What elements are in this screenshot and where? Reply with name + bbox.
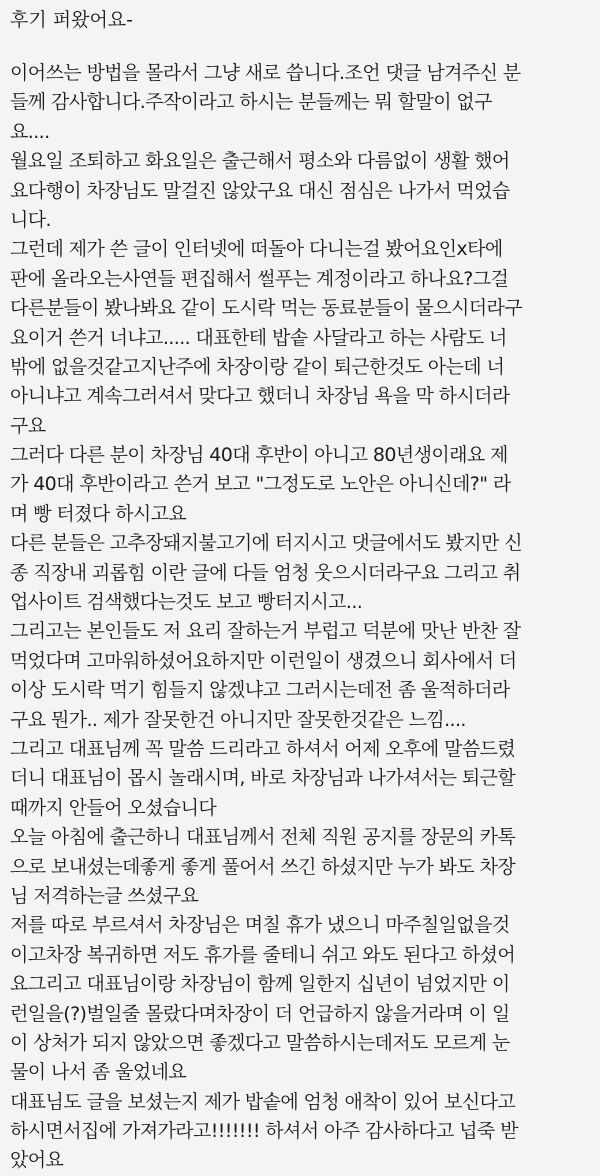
post-title: 후기 퍼왔어요-	[10, 9, 134, 31]
body-line: 판에 올라오는사연들 편집해서 썰푸는 계정이라고 하나요?그걸	[10, 267, 509, 290]
body-line: 밖에 없을것같고지난주에 차장이랑 같이 퇴근한것도 아는데 너	[10, 355, 505, 378]
body-line: 들께 감사합니다.주작이라고 하시는 분들께는 뭐 할말이 없구	[10, 91, 492, 114]
body-line: 그리고 대표님께 꼭 말씀 드리라고 하셔서 어제 오후에 말씀드렸	[10, 737, 516, 760]
body-line: 으로 보내셨는데좋게 좋게 풀어서 쓰긴 하셨지만 누가 봐도 차장	[10, 855, 516, 878]
body-line: 가 40대 후반이라고 쓴거 보고 "그정도로 노안은 아니신데?" 라	[10, 473, 511, 496]
body-line: 구요	[10, 414, 46, 437]
body-line: 업사이트 검색했다는것도 보고 빵터지시고...	[10, 591, 363, 614]
body-line: 님 저격하는글 쓰셨구요	[10, 884, 199, 907]
body-line: 이고차장 복귀하면 저도 휴가를 줄테니 쉬고 와도 된다고 하셨어	[10, 943, 516, 966]
body-line: 그리고는 본인들도 저 요리 잘하는거 부럽고 덕분에 맛난 반찬 잘	[10, 620, 521, 643]
body-line: 이상 도시락 먹기 힘들지 않겠냐고 그러시는데전 좀 울적하더라	[10, 679, 510, 702]
body-line: 이 상처가 되지 않았으면 좋겠다고 말씀하시는데저도 모르게 눈	[10, 1031, 510, 1054]
body-line: 이어쓰는 방법을 몰라서 그냥 새로 씁니다.조언 댓글 남겨주신 분	[10, 62, 521, 84]
body-line: 먹었다며 고마워하셨어요하지만 이런일이 생겼으니 회사에서 더	[10, 649, 517, 672]
body-line: 더니 대표님이 몹시 놀래시며, 바로 차장님과 나가셔서는 퇴근할	[10, 767, 516, 790]
body-line: 대표님도 글을 보셨는지 제가 밥솥에 엄청 애착이 있어 보신다고	[10, 1090, 516, 1113]
body-line: 다른 분들은 고추장돼지불고기에 터지시고 댓글에서도 봤지만 신	[10, 532, 522, 555]
body-line: 니다.	[10, 208, 51, 231]
body-line: 아니냐고 계속그러셔서 맞다고 했더니 차장님 욕을 막 하시더라	[10, 385, 510, 408]
body-line: 며 빵 터졌다 하시고요	[10, 502, 187, 525]
body-line: 다른분들이 봤나봐요 같이 도시락 먹는 동료분들이 물으시더라구	[10, 297, 522, 320]
body-line: 월요일 조퇴하고 화요일은 출근해서 평소와 다름없이 생활 했어	[10, 150, 510, 173]
post-body	[10, 59, 590, 1176]
body-line: 요그리고 대표님이랑 차장님이 함께 일한지 십년이 넘었지만 이	[10, 973, 510, 996]
body-line: 요다행이 차장님도 말걸진 않았구요 대신 점심은 나가서 먹었습	[10, 179, 510, 202]
body-line: 요이거 쓴거 너냐고..... 대표한테 밥솥 사달라고 하는 사람도 너	[10, 326, 507, 349]
title-spacer	[10, 35, 590, 59]
body-line: 구요 뭔가.. 제가 잘못한건 아니지만 잘못한것같은 느낌....	[10, 708, 466, 731]
body-line: 그러다 다른 분이 차장님 40대 후반이 아니고 80년생이래요 제	[10, 444, 508, 467]
body-line: 런일을(?)벌일줄 몰랐다며차장이 더 언급하지 않을거라며 이 일	[10, 1002, 510, 1025]
body-line: 저를 따로 부르셔서 차장님은 며칠 휴가 냈으니 마주칠일없을것	[10, 914, 510, 937]
body-line: 종 직장내 괴롭힘 이란 글에 다들 엄청 웃으시더라구요 그리고 취	[10, 561, 521, 584]
body-line: 오늘 아침에 출근하니 대표님께서 전체 직원 공지를 장문의 카톡	[10, 826, 516, 849]
body-line: 하시면서집에 가져가라고!!!!!!! 하셔서 아주 감사하다고 넙죽 받	[10, 1120, 518, 1143]
body-line: 요....	[10, 120, 50, 143]
body-line: 그런데 제가 쓴 글이 인터넷에 떠돌아 다니는걸 봤어요인x타에	[10, 238, 503, 261]
body-line: 물이 나서 좀 울었네요	[10, 1061, 187, 1084]
body-line: 때까지 안들어 오셨습니다	[10, 796, 217, 819]
body-line: 았어요	[10, 1149, 64, 1172]
